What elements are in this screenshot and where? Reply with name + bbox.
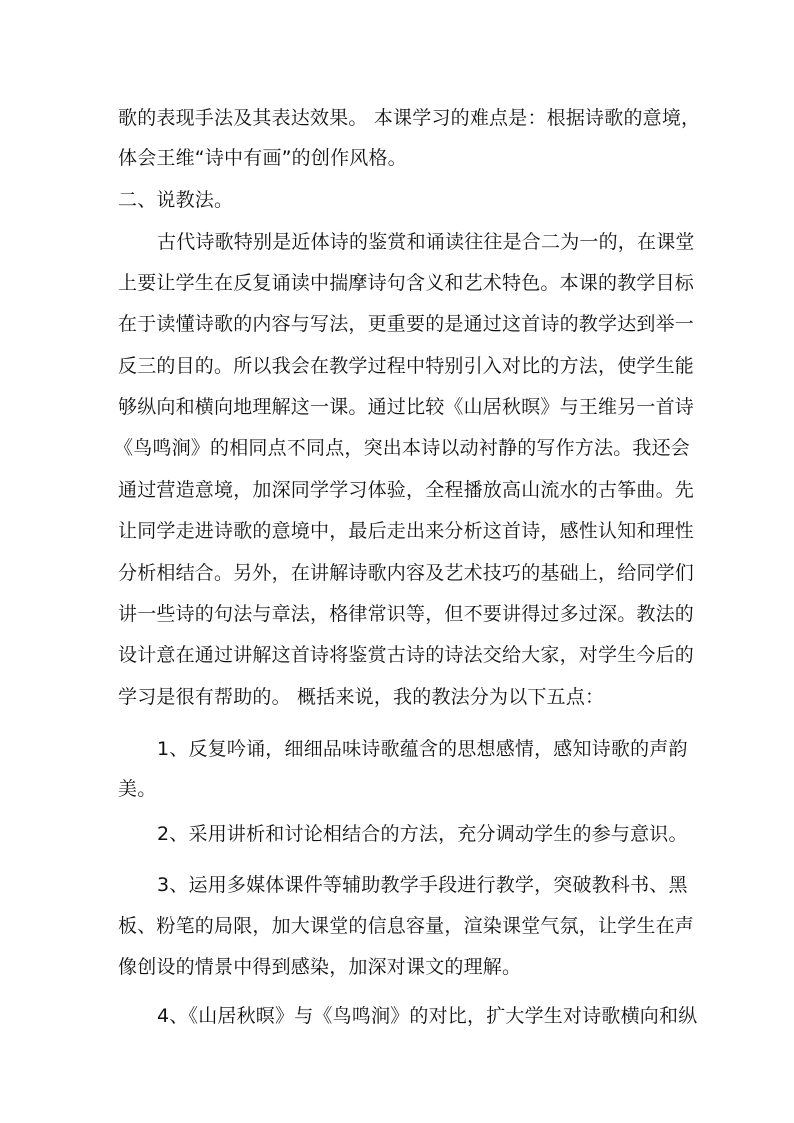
list-item: 像创设的情景中得到感染，加深对课文的理解。 [118, 956, 522, 978]
list-item: 板、粉笔的局限，加大课堂的信息容量，渲染课堂气氛，让学生在声 [118, 915, 695, 937]
paragraph-line: 够纵向和横向地理解这一课。通过比较《山居秋暝》与王维另一首诗 [118, 396, 695, 418]
paragraph-line: 讲一些诗的句法与章法，格律常识等，但不要讲得过多过深。教法的 [118, 603, 695, 625]
paragraph-line: 上要让学生在反复诵读中揣摩诗句含义和艺术特色。本课的教学目标 [118, 272, 695, 294]
paragraph-line: 反三的目的。所以我会在教学过程中特别引入对比的方法，使学生能 [118, 355, 695, 377]
paragraph-line: 《鸟鸣涧》的相同点不同点，突出本诗以动衬静的写作方法。我还会 [114, 437, 691, 459]
text-line: 歌的表现手法及其表达效果。 本课学习的难点是：根据诗歌的意境， [118, 107, 701, 129]
list-item: 美。 [118, 778, 157, 800]
text-line: 体会王维“诗中有画”的创作风格。 [118, 147, 407, 169]
paragraph-line: 分析相结合。另外，在讲解诗歌内容及艺术技巧的基础上，给同学们 [118, 562, 695, 584]
paragraph-line: 通过营造意境，加深同学学习体验，全程播放高山流水的古筝曲。先 [118, 479, 695, 501]
list-item: 1、反复吟诵，细细品味诗歌蕴含的思想感情，感知诗歌的声韵 [157, 738, 688, 760]
paragraph-line: 学习是很有帮助的。 概括来说，我的教法分为以下五点： [118, 686, 605, 708]
list-item: 2、采用讲析和讨论相结合的方法，充分调动学生的参与意识。 [157, 823, 688, 845]
list-item: 3、运用多媒体课件等辅助教学手段进行教学，突破教科书、黑 [157, 874, 688, 896]
list-item: 4、《山居秋暝》与《鸟鸣涧》的对比，扩大学生对诗歌横向和纵 [157, 1005, 698, 1027]
paragraph-line: 让同学走进诗歌的意境中，最后走出来分析这首诗，感性认知和理性 [118, 520, 695, 542]
paragraph-line: 在于读懂诗歌的内容与写法，更重要的是通过这首诗的教学达到举一 [118, 313, 695, 335]
paragraph-line: 设计意在通过讲解这首诗将鉴赏古诗的诗法交给大家，对学生今后的 [118, 644, 695, 666]
section-heading: 二、说教法。 [118, 189, 234, 211]
paragraph-line: 古代诗歌特别是近体诗的鉴赏和诵读往往是合二为一的，在课堂 [157, 231, 695, 253]
